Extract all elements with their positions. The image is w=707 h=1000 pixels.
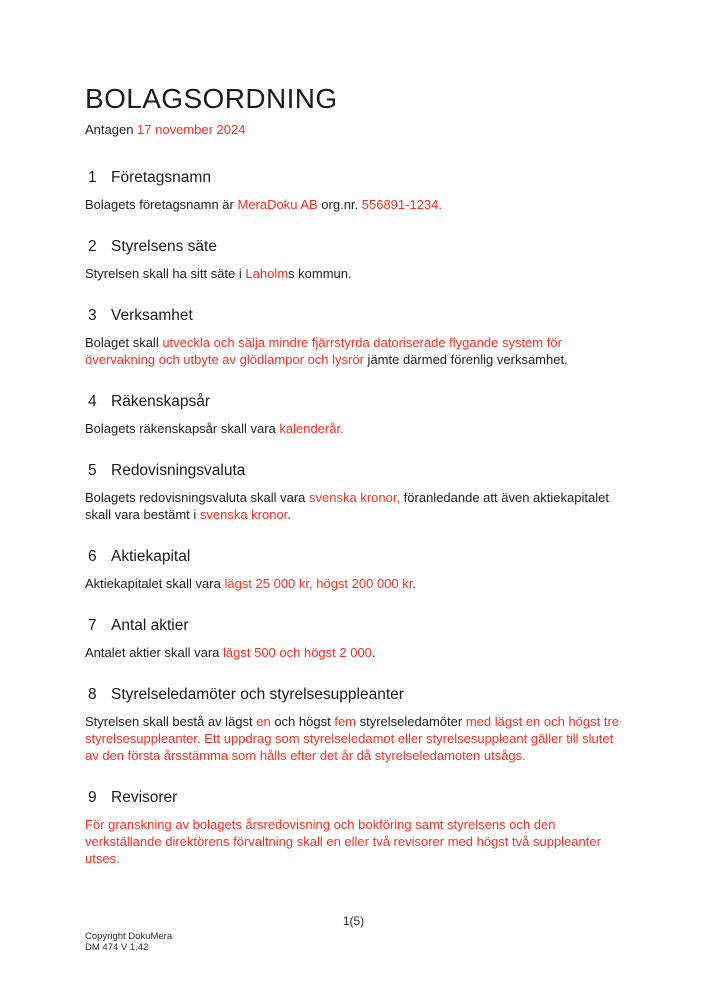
body-text: . [412, 576, 416, 591]
sections [85, 168, 623, 867]
body-text: Bolagets redovisningsvaluta skall vara [85, 490, 310, 505]
body-text-highlighted: MeraDoku AB [237, 197, 318, 212]
section-number: 2 [88, 238, 97, 255]
section-title: Styrelseledamöter och styrelsesuppleanter [111, 686, 404, 703]
body-text-highlighted: lägst 25 000 kr, högst 200 000 kr [224, 576, 413, 591]
section-9 [85, 788, 623, 867]
body-text-highlighted: 556891-1234. [361, 197, 443, 212]
body-text: Bolaget skall [85, 335, 163, 350]
section-body [85, 265, 623, 282]
body-text: Aktiekapitalet skall vara [85, 576, 225, 591]
body-text-highlighted: kalenderår. [279, 421, 344, 436]
body-text: s kommun. [288, 266, 352, 281]
adoption-prefix: Antagen [85, 122, 138, 137]
body-text-highlighted: svenska kronor [199, 507, 288, 522]
body-text: Antalet aktier skall vara [85, 645, 224, 660]
section-title: Aktiekapital [111, 548, 191, 565]
body-text-highlighted: svenska kronor, [309, 490, 401, 505]
section-1 [85, 168, 623, 213]
section-heading [85, 306, 623, 325]
section-body [85, 816, 623, 867]
section-5 [85, 461, 623, 523]
section-body [85, 334, 623, 368]
body-text-highlighted: lägst 500 och högst 2 000 [223, 645, 372, 660]
adoption-line [85, 122, 623, 138]
body-text-highlighted: fem [334, 714, 356, 729]
section-title: Räkenskapsår [111, 393, 211, 410]
section-heading [85, 392, 623, 411]
section-number: 9 [88, 789, 97, 806]
section-title: Antal aktier [111, 617, 189, 634]
body-text-highlighted: För granskning av bolagets årsredovisning och bokföring samt styrelsens och den verkställande direktörens förvaltning skall en eller två revisorer med högst två suppleanter utses. [85, 817, 601, 866]
page-number: 1(5) [342, 914, 365, 928]
section-number: 1 [88, 169, 97, 186]
section-7 [85, 616, 623, 661]
body-text: styrelseledamöter [356, 714, 466, 729]
section-heading [85, 461, 623, 480]
section-heading [85, 168, 623, 187]
section-title: Redovisningsvaluta [111, 462, 246, 479]
section-heading [85, 616, 623, 635]
section-number: 7 [88, 617, 97, 634]
section-body [85, 420, 623, 437]
body-text: och högst [270, 714, 335, 729]
body-text: Styrelsen skall bestå av lägst [85, 714, 257, 729]
section-number: 5 [88, 462, 97, 479]
body-text: org.nr. [317, 197, 362, 212]
body-text: Styrelsen skall ha sitt säte i [85, 266, 246, 281]
section-body [85, 713, 623, 764]
body-text: jämte därmed förenlig verksamhet. [363, 352, 568, 367]
body-text-highlighted: en [256, 714, 271, 729]
section-number: 4 [88, 393, 97, 410]
section-title: Företagsnamn [111, 169, 211, 186]
section-number: 6 [88, 548, 97, 565]
section-body [85, 196, 623, 213]
version-line: DM 474 V 1.42 [85, 942, 149, 953]
section-body [85, 575, 623, 592]
body-text-highlighted: Laholm [245, 266, 289, 281]
section-heading [85, 237, 623, 256]
section-number: 8 [88, 686, 97, 703]
footer-copyright [85, 931, 172, 953]
section-number: 3 [88, 307, 97, 324]
section-2 [85, 237, 623, 282]
body-text: föranledande att även aktiekapitalet skall vara bestämt i [85, 490, 609, 522]
document-title: BOLAGSORDNING [85, 83, 338, 114]
body-text-highlighted: utveckla och sälja mindre fjärrstyrda datoriserade flygande system för övervakning och utbyte av glödlampor och lysrör [85, 335, 562, 367]
section-heading [85, 685, 623, 704]
section-heading [85, 547, 623, 566]
section-title: Revisorer [111, 789, 178, 806]
section-title: Styrelsens säte [111, 238, 217, 255]
section-heading [85, 788, 623, 807]
section-8 [85, 685, 623, 764]
section-3 [85, 306, 623, 368]
body-text: Bolagets företagsnamn är [85, 197, 238, 212]
body-text-highlighted: med lägst en och högst tre styrelsesuppleanter. Ett uppdrag som styrelseledamot eller styrelsesuppleant gäller till slutet av den första årsstämma som hålls efter det år då styrelseledamoten utsågs. [85, 714, 620, 763]
section-body [85, 489, 623, 523]
body-text: Bolagets räkenskapsår skall vara [85, 421, 280, 436]
body-text: . [371, 645, 376, 660]
section-6 [85, 547, 623, 592]
section-4 [85, 392, 623, 437]
adoption-date: 17 november 2024 [137, 122, 246, 137]
copyright-line: Copyright DokuMera [85, 931, 173, 942]
body-text: . [287, 507, 291, 522]
section-title: Verksamhet [111, 307, 193, 324]
section-body [85, 644, 623, 661]
